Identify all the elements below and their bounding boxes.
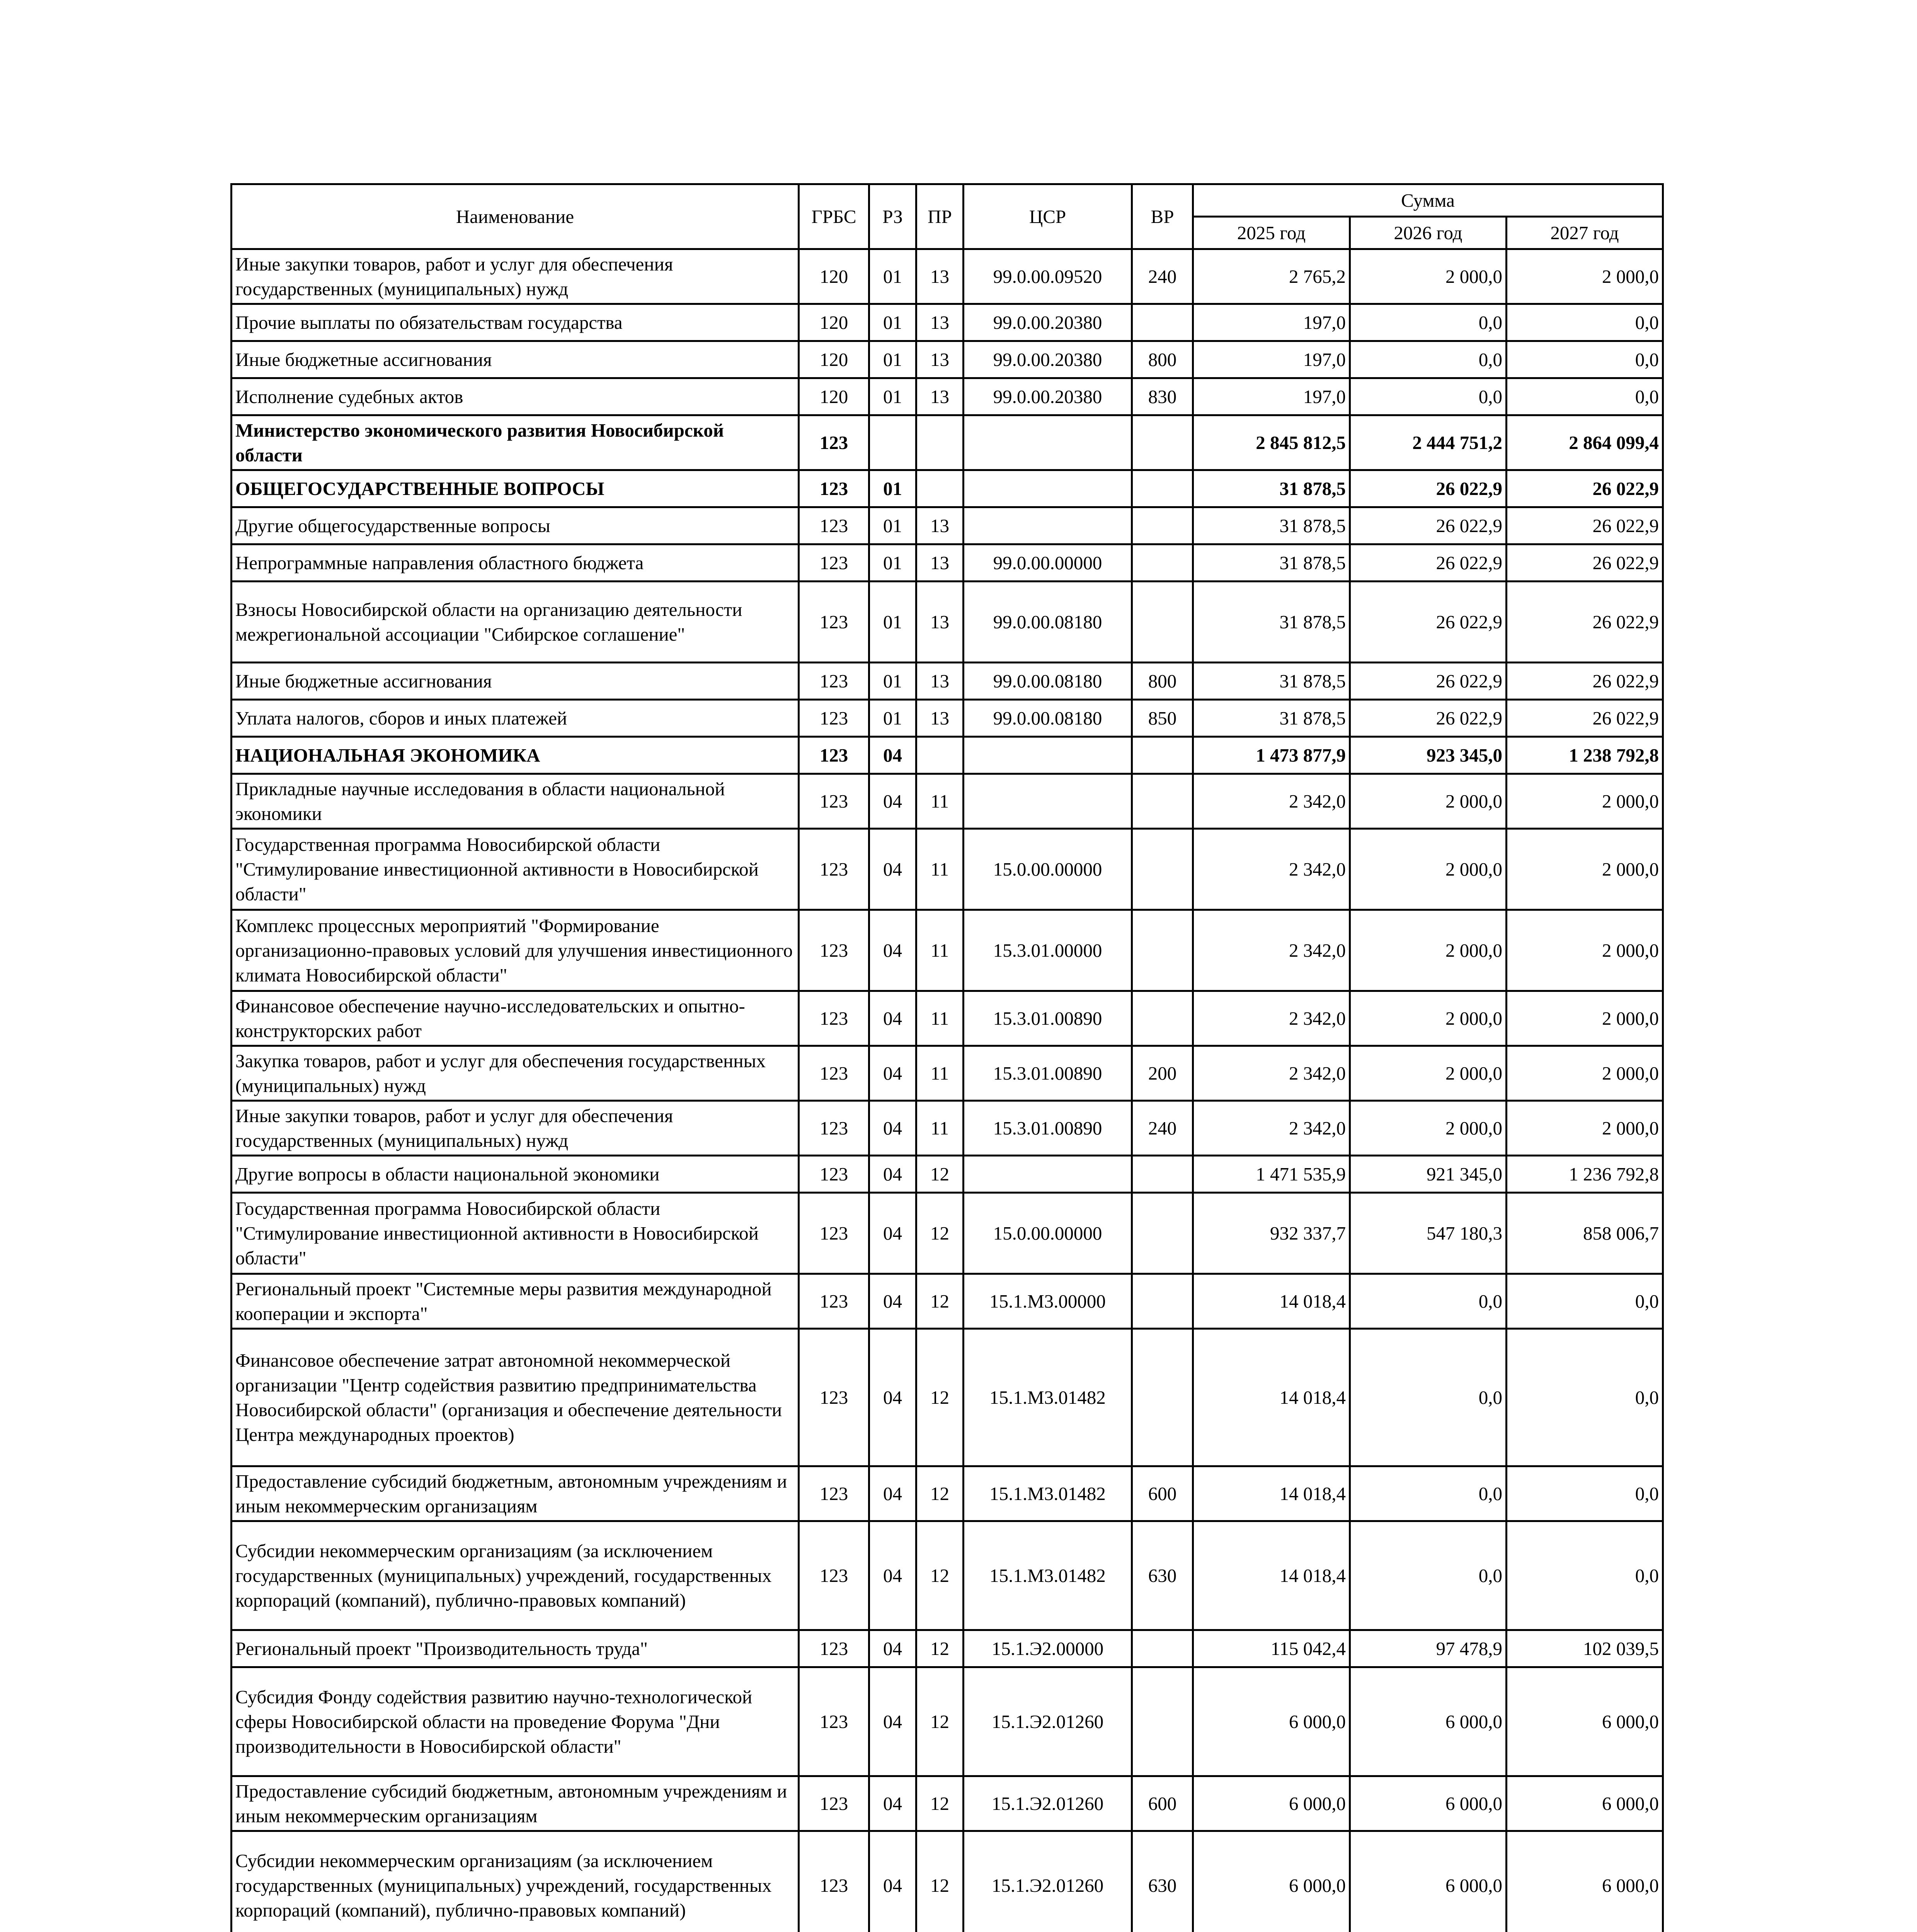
- cell-name: Иные бюджетные ассигнования: [232, 663, 799, 700]
- cell-name: Региональный проект "Системные меры развития международной кооперации и экспорта": [232, 1274, 799, 1329]
- cell-csr: 15.0.00.00000: [964, 1193, 1132, 1274]
- cell-y2026: 2 000,0: [1350, 991, 1507, 1046]
- cell-y2025: 1 471 535,9: [1193, 1156, 1350, 1193]
- cell-y2027: 2 000,0: [1507, 991, 1663, 1046]
- cell-name: Иные бюджетные ассигнования: [232, 341, 799, 378]
- cell-y2026: 0,0: [1350, 304, 1507, 341]
- cell-csr: [964, 774, 1132, 829]
- cell-y2026: 26 022,9: [1350, 700, 1507, 737]
- cell-csr: [964, 470, 1132, 507]
- cell-y2026: 2 444 751,2: [1350, 415, 1507, 470]
- cell-csr: [964, 415, 1132, 470]
- cell-y2027: 0,0: [1507, 1274, 1663, 1329]
- cell-y2027: 2 864 099,4: [1507, 415, 1663, 470]
- cell-name: Прочие выплаты по обязательствам государства: [232, 304, 799, 341]
- cell-rz: 04: [869, 991, 916, 1046]
- cell-rz: 01: [869, 249, 916, 304]
- cell-pr: 12: [916, 1667, 964, 1776]
- table-row: [232, 700, 1663, 737]
- cell-vr: [1132, 1156, 1193, 1193]
- cell-pr: 13: [916, 507, 964, 544]
- cell-y2027: 2 000,0: [1507, 910, 1663, 991]
- cell-y2025: 14 018,4: [1193, 1466, 1350, 1521]
- cell-pr: 12: [916, 1831, 964, 1932]
- cell-y2025: 2 342,0: [1193, 1046, 1350, 1101]
- cell-grbs: 123: [799, 1329, 869, 1466]
- cell-y2027: 6 000,0: [1507, 1667, 1663, 1776]
- cell-y2025: 2 342,0: [1193, 1101, 1350, 1156]
- cell-name: Государственная программа Новосибирской области "Стимулирование инвестиционной активности в Новосибирской области": [232, 829, 799, 910]
- cell-name: Субсидии некоммерческим организациям (за исключением государственных (муниципальных) учреждений, государственных корпораций (компаний), публично-правовых компаний): [232, 1521, 799, 1630]
- cell-vr: [1132, 1630, 1193, 1667]
- cell-y2025: 197,0: [1193, 304, 1350, 341]
- cell-y2026: 26 022,9: [1350, 582, 1507, 663]
- cell-vr: [1132, 544, 1193, 582]
- cell-grbs: 120: [799, 378, 869, 415]
- cell-y2025: 31 878,5: [1193, 507, 1350, 544]
- cell-rz: 01: [869, 663, 916, 700]
- cell-rz: 01: [869, 378, 916, 415]
- cell-vr: 850: [1132, 700, 1193, 737]
- cell-rz: 04: [869, 1466, 916, 1521]
- cell-y2026: 6 000,0: [1350, 1667, 1507, 1776]
- cell-name: Министерство экономического развития Новосибирской области: [232, 415, 799, 470]
- cell-name: Иные закупки товаров, работ и услуг для обеспечения государственных (муниципальных) нужд: [232, 249, 799, 304]
- cell-vr: 600: [1132, 1776, 1193, 1831]
- cell-csr: [964, 507, 1132, 544]
- cell-name: Региональный проект "Производительность труда": [232, 1630, 799, 1667]
- table-row: [232, 1466, 1663, 1521]
- cell-y2026: 6 000,0: [1350, 1831, 1507, 1932]
- cell-rz: 01: [869, 700, 916, 737]
- cell-csr: 15.3.01.00000: [964, 910, 1132, 991]
- table-row: [232, 774, 1663, 829]
- cell-csr: 15.0.00.00000: [964, 829, 1132, 910]
- cell-pr: 13: [916, 700, 964, 737]
- cell-grbs: 120: [799, 341, 869, 378]
- cell-rz: 04: [869, 1329, 916, 1466]
- cell-vr: [1132, 415, 1193, 470]
- cell-y2027: 1 236 792,8: [1507, 1156, 1663, 1193]
- cell-y2026: 921 345,0: [1350, 1156, 1507, 1193]
- cell-vr: 600: [1132, 1466, 1193, 1521]
- table-row: [232, 1630, 1663, 1667]
- cell-vr: [1132, 1329, 1193, 1466]
- cell-y2026: 2 000,0: [1350, 249, 1507, 304]
- cell-csr: 99.0.00.08180: [964, 582, 1132, 663]
- cell-y2026: 0,0: [1350, 378, 1507, 415]
- table-row: [232, 1329, 1663, 1466]
- cell-y2027: 0,0: [1507, 1466, 1663, 1521]
- table-row: [232, 415, 1663, 470]
- table-row: [232, 1667, 1663, 1776]
- cell-y2027: 0,0: [1507, 1329, 1663, 1466]
- cell-y2027: 2 000,0: [1507, 829, 1663, 910]
- cell-y2026: 0,0: [1350, 1521, 1507, 1630]
- table-row: [232, 991, 1663, 1046]
- cell-pr: 12: [916, 1630, 964, 1667]
- table-row: [232, 470, 1663, 507]
- cell-name: Другие общегосударственные вопросы: [232, 507, 799, 544]
- cell-vr: [1132, 910, 1193, 991]
- cell-grbs: 123: [799, 507, 869, 544]
- cell-y2025: 115 042,4: [1193, 1630, 1350, 1667]
- cell-grbs: 123: [799, 1776, 869, 1831]
- cell-grbs: 123: [799, 1466, 869, 1521]
- cell-rz: [869, 415, 916, 470]
- cell-y2026: 547 180,3: [1350, 1193, 1507, 1274]
- cell-y2025: 14 018,4: [1193, 1521, 1350, 1630]
- cell-rz: 01: [869, 470, 916, 507]
- cell-y2025: 2 342,0: [1193, 774, 1350, 829]
- cell-y2026: 97 478,9: [1350, 1630, 1507, 1667]
- header-grbs: ГРБС: [799, 184, 869, 249]
- cell-csr: 15.1.М3.01482: [964, 1521, 1132, 1630]
- cell-y2026: 26 022,9: [1350, 544, 1507, 582]
- cell-name: Субсидии некоммерческим организациям (за исключением государственных (муниципальных) учреждений, государственных корпораций (компаний), публично-правовых компаний): [232, 1831, 799, 1932]
- table-row: [232, 1156, 1663, 1193]
- cell-y2025: 1 473 877,9: [1193, 737, 1350, 774]
- cell-grbs: 123: [799, 829, 869, 910]
- table-row: [232, 249, 1663, 304]
- cell-name: Комплекс процессных мероприятий "Формирование организационно-правовых условий для улучшения инвестиционного климата Новосибирской области": [232, 910, 799, 991]
- cell-grbs: 123: [799, 910, 869, 991]
- cell-y2027: 26 022,9: [1507, 582, 1663, 663]
- cell-rz: 04: [869, 1101, 916, 1156]
- cell-grbs: 123: [799, 1193, 869, 1274]
- cell-vr: 240: [1132, 249, 1193, 304]
- cell-grbs: 123: [799, 1667, 869, 1776]
- cell-name: Другие вопросы в области национальной экономики: [232, 1156, 799, 1193]
- cell-pr: 12: [916, 1156, 964, 1193]
- cell-name: Непрограммные направления областного бюджета: [232, 544, 799, 582]
- cell-y2026: 0,0: [1350, 1329, 1507, 1466]
- table-row: [232, 341, 1663, 378]
- cell-name: Прикладные научные исследования в области национальной экономики: [232, 774, 799, 829]
- cell-y2027: 1 238 792,8: [1507, 737, 1663, 774]
- cell-y2025: 31 878,5: [1193, 544, 1350, 582]
- cell-y2026: 2 000,0: [1350, 1101, 1507, 1156]
- cell-grbs: 123: [799, 1521, 869, 1630]
- cell-csr: 15.3.01.00890: [964, 1101, 1132, 1156]
- cell-pr: 13: [916, 341, 964, 378]
- cell-y2027: 2 000,0: [1507, 249, 1663, 304]
- cell-vr: [1132, 470, 1193, 507]
- cell-rz: 04: [869, 1274, 916, 1329]
- cell-rz: 04: [869, 737, 916, 774]
- cell-y2027: 0,0: [1507, 304, 1663, 341]
- header-rz: РЗ: [869, 184, 916, 249]
- cell-pr: 13: [916, 544, 964, 582]
- table-row: [232, 1046, 1663, 1101]
- cell-y2025: 197,0: [1193, 378, 1350, 415]
- cell-pr: 13: [916, 304, 964, 341]
- cell-csr: 15.1.Э2.01260: [964, 1667, 1132, 1776]
- cell-y2027: 26 022,9: [1507, 544, 1663, 582]
- cell-csr: 15.1.М3.00000: [964, 1274, 1132, 1329]
- cell-csr: 15.1.М3.01482: [964, 1329, 1132, 1466]
- cell-rz: 04: [869, 829, 916, 910]
- cell-vr: 630: [1132, 1521, 1193, 1630]
- header-sum: Сумма: [1193, 184, 1663, 217]
- cell-y2027: 858 006,7: [1507, 1193, 1663, 1274]
- table-row: [232, 1193, 1663, 1274]
- cell-rz: 04: [869, 1831, 916, 1932]
- cell-pr: 13: [916, 249, 964, 304]
- cell-name: Уплата налогов, сборов и иных платежей: [232, 700, 799, 737]
- cell-y2025: 2 342,0: [1193, 829, 1350, 910]
- cell-y2026: 2 000,0: [1350, 774, 1507, 829]
- cell-grbs: 123: [799, 1046, 869, 1101]
- cell-y2027: 0,0: [1507, 341, 1663, 378]
- cell-pr: 11: [916, 991, 964, 1046]
- cell-y2026: 0,0: [1350, 1466, 1507, 1521]
- cell-y2025: 31 878,5: [1193, 700, 1350, 737]
- cell-rz: 01: [869, 304, 916, 341]
- cell-y2025: 31 878,5: [1193, 582, 1350, 663]
- cell-y2025: 2 342,0: [1193, 910, 1350, 991]
- table-row: [232, 737, 1663, 774]
- cell-grbs: 123: [799, 737, 869, 774]
- cell-rz: 04: [869, 1193, 916, 1274]
- cell-grbs: 123: [799, 700, 869, 737]
- cell-pr: 12: [916, 1274, 964, 1329]
- table-row: [232, 582, 1663, 663]
- cell-vr: 240: [1132, 1101, 1193, 1156]
- cell-name: Взносы Новосибирской области на организацию деятельности межрегиональной ассоциации "Сибирское соглашение": [232, 582, 799, 663]
- cell-y2026: 26 022,9: [1350, 507, 1507, 544]
- cell-csr: 15.3.01.00890: [964, 1046, 1132, 1101]
- cell-vr: [1132, 1667, 1193, 1776]
- cell-name: Финансовое обеспечение научно-исследовательских и опытно-конструкторских работ: [232, 991, 799, 1046]
- cell-y2025: 31 878,5: [1193, 663, 1350, 700]
- cell-y2026: 2 000,0: [1350, 829, 1507, 910]
- cell-y2027: 2 000,0: [1507, 1101, 1663, 1156]
- cell-y2027: 6 000,0: [1507, 1776, 1663, 1831]
- cell-name: Закупка товаров, работ и услуг для обеспечения государственных (муниципальных) нужд: [232, 1046, 799, 1101]
- cell-y2026: 923 345,0: [1350, 737, 1507, 774]
- cell-vr: 800: [1132, 341, 1193, 378]
- cell-grbs: 123: [799, 544, 869, 582]
- cell-csr: 15.1.Э2.01260: [964, 1776, 1132, 1831]
- cell-grbs: 123: [799, 1101, 869, 1156]
- cell-grbs: 123: [799, 415, 869, 470]
- cell-pr: 12: [916, 1776, 964, 1831]
- table-row: [232, 304, 1663, 341]
- cell-pr: 11: [916, 774, 964, 829]
- header-vr: ВР: [1132, 184, 1193, 249]
- cell-y2026: 0,0: [1350, 1274, 1507, 1329]
- cell-y2025: 6 000,0: [1193, 1667, 1350, 1776]
- cell-pr: 12: [916, 1329, 964, 1466]
- cell-y2025: 14 018,4: [1193, 1274, 1350, 1329]
- table-row: [232, 910, 1663, 991]
- cell-rz: 04: [869, 1046, 916, 1101]
- cell-csr: 99.0.00.08180: [964, 663, 1132, 700]
- cell-csr: 15.3.01.00890: [964, 991, 1132, 1046]
- cell-csr: 99.0.00.09520: [964, 249, 1132, 304]
- cell-name: Предоставление субсидий бюджетным, автономным учреждениям и иным некоммерческим организациям: [232, 1466, 799, 1521]
- cell-grbs: 123: [799, 1630, 869, 1667]
- cell-grbs: 123: [799, 1274, 869, 1329]
- table-row: [232, 378, 1663, 415]
- table-row: [232, 1831, 1663, 1932]
- cell-grbs: 123: [799, 470, 869, 507]
- table-row: [232, 1274, 1663, 1329]
- cell-rz: 01: [869, 582, 916, 663]
- cell-y2025: 2 765,2: [1193, 249, 1350, 304]
- cell-name: Государственная программа Новосибирской области "Стимулирование инвестиционной активности в Новосибирской области": [232, 1193, 799, 1274]
- cell-y2027: 26 022,9: [1507, 507, 1663, 544]
- cell-name: Иные закупки товаров, работ и услуг для обеспечения государственных (муниципальных) нужд: [232, 1101, 799, 1156]
- budget-table: [230, 183, 1664, 1932]
- cell-y2026: 0,0: [1350, 341, 1507, 378]
- cell-vr: 800: [1132, 663, 1193, 700]
- cell-y2026: 26 022,9: [1350, 663, 1507, 700]
- cell-pr: 11: [916, 1046, 964, 1101]
- cell-name: Исполнение судебных актов: [232, 378, 799, 415]
- cell-csr: 99.0.00.20380: [964, 341, 1132, 378]
- cell-pr: 13: [916, 582, 964, 663]
- cell-rz: 04: [869, 774, 916, 829]
- cell-y2025: 932 337,7: [1193, 1193, 1350, 1274]
- budget-table-wrapper: [230, 183, 1664, 1932]
- cell-pr: 13: [916, 663, 964, 700]
- cell-vr: [1132, 774, 1193, 829]
- cell-rz: 01: [869, 341, 916, 378]
- cell-rz: 04: [869, 910, 916, 991]
- cell-rz: 01: [869, 507, 916, 544]
- cell-name: Финансовое обеспечение затрат автономной некоммерческой организации "Центр содействия развитию предпринимательства Новосибирской области" (организация и обеспечение деятельности Центра международных проектов): [232, 1329, 799, 1466]
- cell-rz: 01: [869, 544, 916, 582]
- header-pr: ПР: [916, 184, 964, 249]
- header-year-2026: 2026 год: [1350, 217, 1507, 249]
- cell-pr: 11: [916, 829, 964, 910]
- cell-vr: 200: [1132, 1046, 1193, 1101]
- cell-grbs: 123: [799, 774, 869, 829]
- cell-vr: [1132, 991, 1193, 1046]
- table-row: [232, 1776, 1663, 1831]
- cell-vr: [1132, 582, 1193, 663]
- cell-y2027: 26 022,9: [1507, 700, 1663, 737]
- table-row: [232, 663, 1663, 700]
- cell-vr: [1132, 304, 1193, 341]
- cell-vr: 830: [1132, 378, 1193, 415]
- cell-pr: [916, 415, 964, 470]
- header-name: Наименование: [232, 184, 799, 249]
- cell-y2027: 26 022,9: [1507, 470, 1663, 507]
- cell-vr: [1132, 737, 1193, 774]
- cell-csr: 15.1.Э2.01260: [964, 1831, 1132, 1932]
- cell-vr: [1132, 1193, 1193, 1274]
- cell-pr: 11: [916, 910, 964, 991]
- table-row: [232, 829, 1663, 910]
- cell-csr: [964, 1156, 1132, 1193]
- cell-rz: 04: [869, 1156, 916, 1193]
- cell-pr: 12: [916, 1193, 964, 1274]
- cell-name: ОБЩЕГОСУДАРСТВЕННЫЕ ВОПРОСЫ: [232, 470, 799, 507]
- cell-y2027: 0,0: [1507, 378, 1663, 415]
- header-year-2025: 2025 год: [1193, 217, 1350, 249]
- cell-y2027: 2 000,0: [1507, 774, 1663, 829]
- cell-pr: 13: [916, 378, 964, 415]
- cell-grbs: 120: [799, 304, 869, 341]
- cell-y2027: 102 039,5: [1507, 1630, 1663, 1667]
- table-row: [232, 507, 1663, 544]
- cell-y2025: 6 000,0: [1193, 1776, 1350, 1831]
- cell-y2025: 2 342,0: [1193, 991, 1350, 1046]
- cell-csr: 99.0.00.08180: [964, 700, 1132, 737]
- cell-vr: [1132, 507, 1193, 544]
- cell-rz: 04: [869, 1630, 916, 1667]
- cell-y2027: 26 022,9: [1507, 663, 1663, 700]
- cell-name: Субсидия Фонду содействия развитию научно-технологической сферы Новосибирской области на проведение Форума "Дни производительности в Новосибирской области": [232, 1667, 799, 1776]
- cell-pr: [916, 737, 964, 774]
- cell-pr: 11: [916, 1101, 964, 1156]
- cell-csr: 99.0.00.00000: [964, 544, 1132, 582]
- cell-y2025: 31 878,5: [1193, 470, 1350, 507]
- cell-y2027: 2 000,0: [1507, 1046, 1663, 1101]
- cell-y2027: 6 000,0: [1507, 1831, 1663, 1932]
- cell-pr: [916, 470, 964, 507]
- table-row: [232, 1101, 1663, 1156]
- cell-grbs: 123: [799, 582, 869, 663]
- cell-grbs: 123: [799, 1156, 869, 1193]
- cell-rz: 04: [869, 1521, 916, 1630]
- cell-csr: 15.1.М3.01482: [964, 1466, 1132, 1521]
- cell-y2026: 26 022,9: [1350, 470, 1507, 507]
- cell-name: Предоставление субсидий бюджетным, автономным учреждениям и иным некоммерческим организациям: [232, 1776, 799, 1831]
- cell-name: НАЦИОНАЛЬНАЯ ЭКОНОМИКА: [232, 737, 799, 774]
- cell-csr: 99.0.00.20380: [964, 378, 1132, 415]
- cell-vr: [1132, 829, 1193, 910]
- cell-pr: 12: [916, 1521, 964, 1630]
- cell-vr: 630: [1132, 1831, 1193, 1932]
- cell-csr: 99.0.00.20380: [964, 304, 1132, 341]
- cell-grbs: 120: [799, 249, 869, 304]
- header-csr: ЦСР: [964, 184, 1132, 249]
- header-year-2027: 2027 год: [1507, 217, 1663, 249]
- cell-y2025: 14 018,4: [1193, 1329, 1350, 1466]
- cell-rz: 04: [869, 1776, 916, 1831]
- cell-grbs: 123: [799, 663, 869, 700]
- table-body: [232, 249, 1663, 1932]
- table-header: [232, 184, 1663, 249]
- cell-y2026: 2 000,0: [1350, 1046, 1507, 1101]
- cell-grbs: 123: [799, 991, 869, 1046]
- table-row: [232, 544, 1663, 582]
- cell-y2026: 6 000,0: [1350, 1776, 1507, 1831]
- cell-y2027: 0,0: [1507, 1521, 1663, 1630]
- cell-pr: 12: [916, 1466, 964, 1521]
- cell-y2025: 197,0: [1193, 341, 1350, 378]
- cell-y2026: 2 000,0: [1350, 910, 1507, 991]
- cell-csr: [964, 737, 1132, 774]
- cell-rz: 04: [869, 1667, 916, 1776]
- table-row: [232, 1521, 1663, 1630]
- cell-csr: 15.1.Э2.00000: [964, 1630, 1132, 1667]
- cell-vr: [1132, 1274, 1193, 1329]
- cell-y2025: 2 845 812,5: [1193, 415, 1350, 470]
- cell-y2025: 6 000,0: [1193, 1831, 1350, 1932]
- cell-grbs: 123: [799, 1831, 869, 1932]
